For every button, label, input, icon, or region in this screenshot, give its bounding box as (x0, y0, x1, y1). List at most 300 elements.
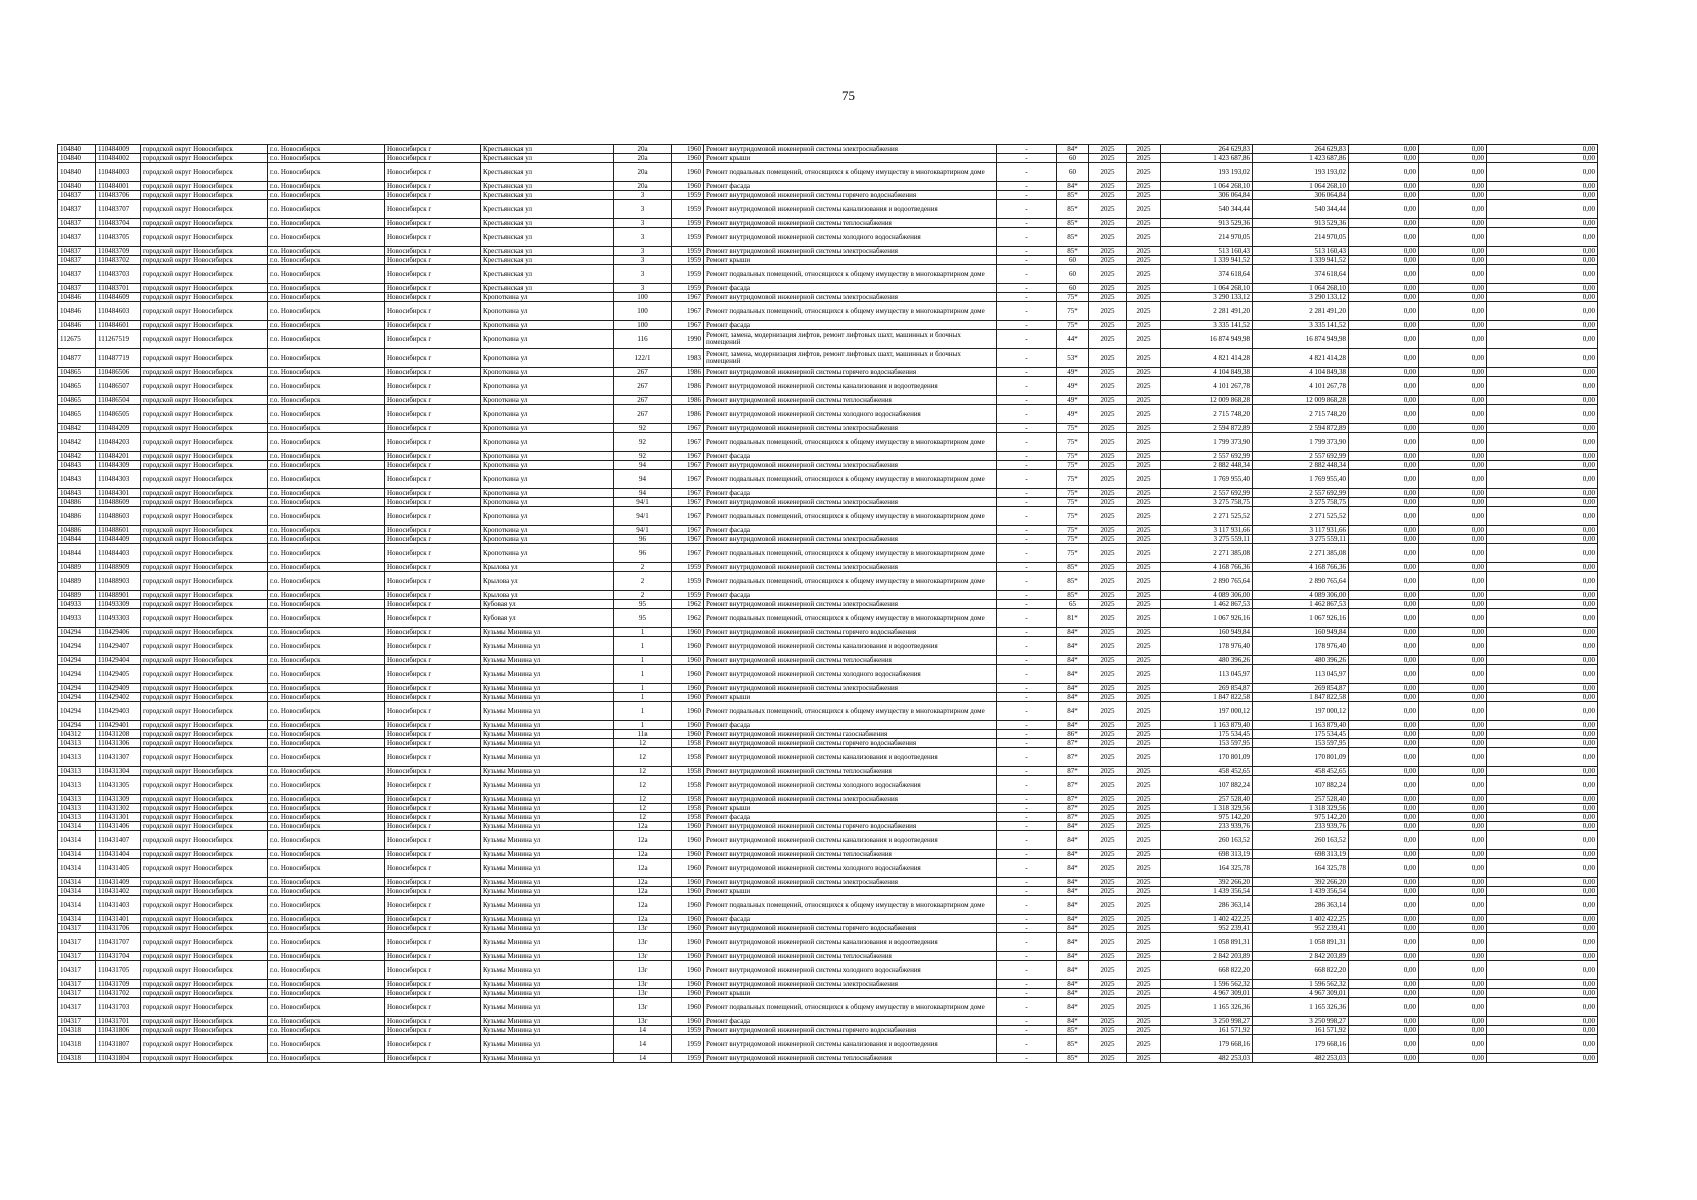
cell-budget-cost: 0,00 (1349, 952, 1419, 961)
cell-street: Крылова ул (481, 591, 614, 600)
cell-street: Кропоткина ул (481, 489, 614, 498)
cell-house-id: 104314 (58, 887, 96, 896)
cell-house-number: 20а (614, 145, 672, 154)
cell-work-type: Ремонт внутридомовой инженерной системы холодного водоснабжения (704, 665, 997, 684)
cell-start-year: 2025 (1089, 924, 1127, 933)
cell-total-cost: 3 290 133,12 (1161, 293, 1253, 302)
cell-subsidy-cost: 0,00 (1419, 247, 1487, 256)
cell-total-cost: 175 534,45 (1161, 730, 1253, 739)
cell-house-id: 104317 (58, 961, 96, 980)
cell-municipal-short: г.о. Новосибирск (268, 739, 385, 748)
cell-start-year: 2025 (1089, 489, 1127, 498)
cell-year-built: 1960 (672, 684, 704, 693)
cell-budget-cost: 0,00 (1349, 526, 1419, 535)
cell-locality: Новосибирск г (385, 470, 481, 489)
cell-end-year: 2025 (1127, 452, 1161, 461)
cell-end-year: 2025 (1127, 822, 1161, 831)
cell-municipality: городской округ Новосибирск (141, 182, 268, 191)
cell-total-cost: 214 970,05 (1161, 228, 1253, 247)
cell-work-type: Ремонт внутридомовой инженерной системы электроснабжения (704, 247, 997, 256)
cell-budget-cost: 0,00 (1349, 656, 1419, 665)
cell-dash-cell: - (997, 572, 1057, 591)
cell-year-built: 1958 (672, 795, 704, 804)
table-row (58, 933, 1598, 952)
cell-work-type: Ремонт внутридомовой инженерной системы канализования и водоотведения (704, 200, 997, 219)
cell-locality: Новосибирск г (385, 284, 481, 293)
cell-total-cost: 1 799 373,90 (1161, 433, 1253, 452)
cell-budget-cost: 0,00 (1349, 850, 1419, 859)
cell-year-built: 1960 (672, 637, 704, 656)
cell-subsidy-cost: 0,00 (1419, 748, 1487, 767)
cell-street: Кузьмы Минина ул (481, 961, 614, 980)
cell-wear-percent: 60 (1057, 284, 1089, 293)
cell-subsidy-cost: 0,00 (1419, 461, 1487, 470)
cell-budget-cost: 0,00 (1349, 804, 1419, 813)
table-row (58, 804, 1598, 813)
cell-municipality: городской округ Новосибирск (141, 405, 268, 424)
cell-total-cost: 161 571,92 (1161, 1026, 1253, 1035)
cell-wear-percent: 60 (1057, 154, 1089, 163)
cell-house-number: 12а (614, 859, 672, 878)
cell-year-built: 1960 (672, 887, 704, 896)
cell-fund-cost: 1 847 822,58 (1253, 693, 1349, 702)
cell-dash-cell: - (997, 526, 1057, 535)
cell-house-number: 92 (614, 452, 672, 461)
cell-municipality: городской округ Новосибирск (141, 247, 268, 256)
cell-start-year: 2025 (1089, 878, 1127, 887)
cell-budget-cost: 0,00 (1349, 859, 1419, 878)
cell-start-year: 2025 (1089, 498, 1127, 507)
cell-work-id: 110483706 (96, 191, 141, 200)
cell-house-id: 104294 (58, 628, 96, 637)
cell-work-type: Ремонт внутридомовой инженерной системы холодного водоснабжения (704, 228, 997, 247)
cell-house-number: 12 (614, 776, 672, 795)
cell-municipal-short: г.о. Новосибирск (268, 330, 385, 349)
cell-house-id: 104318 (58, 1026, 96, 1035)
cell-work-id: 110429409 (96, 684, 141, 693)
cell-wear-percent: 75* (1057, 321, 1089, 330)
cell-street: Кузьмы Минина ул (481, 1017, 614, 1026)
cell-start-year: 2025 (1089, 228, 1127, 247)
cell-total-cost: 1 165 326,36 (1161, 998, 1253, 1017)
cell-municipality: городской округ Новосибирск (141, 330, 268, 349)
cell-municipal-short: г.о. Новосибирск (268, 795, 385, 804)
cell-dash-cell: - (997, 349, 1057, 368)
cell-budget-cost: 0,00 (1349, 1017, 1419, 1026)
cell-street: Кропоткина ул (481, 452, 614, 461)
cell-budget-cost: 0,00 (1349, 507, 1419, 526)
cell-other-cost: 0,00 (1487, 572, 1598, 591)
cell-dash-cell: - (997, 1026, 1057, 1035)
cell-house-number: 12а (614, 896, 672, 915)
cell-other-cost: 0,00 (1487, 980, 1598, 989)
cell-street: Кузьмы Минина ул (481, 915, 614, 924)
cell-wear-percent: 85* (1057, 247, 1089, 256)
cell-municipality: городской округ Новосибирск (141, 702, 268, 721)
cell-dash-cell: - (997, 302, 1057, 321)
cell-municipal-short: г.о. Новосибирск (268, 256, 385, 265)
cell-work-id: 110486507 (96, 377, 141, 396)
table-row (58, 163, 1598, 182)
cell-municipal-short: г.о. Новосибирск (268, 563, 385, 572)
table-row (58, 405, 1598, 424)
cell-wear-percent: 84* (1057, 924, 1089, 933)
cell-fund-cost: 193 193,02 (1253, 163, 1349, 182)
cell-other-cost: 0,00 (1487, 265, 1598, 284)
cell-street: Кузьмы Минина ул (481, 859, 614, 878)
cell-work-type: Ремонт внутридомовой инженерной системы горячего водоснабжения (704, 822, 997, 831)
cell-house-id: 104314 (58, 859, 96, 878)
cell-locality: Новосибирск г (385, 850, 481, 859)
cell-wear-percent: 85* (1057, 572, 1089, 591)
cell-other-cost: 0,00 (1487, 182, 1598, 191)
cell-municipality: городской округ Новосибирск (141, 924, 268, 933)
cell-dash-cell: - (997, 721, 1057, 730)
cell-street: Кузьмы Минина ул (481, 896, 614, 915)
cell-municipality: городской округ Новосибирск (141, 609, 268, 628)
cell-municipality: городской округ Новосибирск (141, 831, 268, 850)
cell-locality: Новосибирск г (385, 859, 481, 878)
cell-dash-cell: - (997, 154, 1057, 163)
table-row (58, 748, 1598, 767)
cell-municipal-short: г.о. Новосибирск (268, 498, 385, 507)
cell-start-year: 2025 (1089, 600, 1127, 609)
cell-budget-cost: 0,00 (1349, 878, 1419, 887)
cell-year-built: 1959 (672, 219, 704, 228)
cell-wear-percent: 86* (1057, 730, 1089, 739)
cell-work-type: Ремонт фасада (704, 182, 997, 191)
cell-total-cost: 3 250 998,27 (1161, 1017, 1253, 1026)
cell-locality: Новосибирск г (385, 776, 481, 795)
cell-dash-cell: - (997, 952, 1057, 961)
cell-locality: Новосибирск г (385, 572, 481, 591)
cell-house-id: 104840 (58, 145, 96, 154)
cell-other-cost: 0,00 (1487, 200, 1598, 219)
cell-municipality: городской округ Новосибирск (141, 526, 268, 535)
cell-total-cost: 668 822,20 (1161, 961, 1253, 980)
cell-municipality: городской округ Новосибирск (141, 859, 268, 878)
cell-budget-cost: 0,00 (1349, 544, 1419, 563)
table-row (58, 684, 1598, 693)
table-row (58, 330, 1598, 349)
cell-other-cost: 0,00 (1487, 730, 1598, 739)
cell-subsidy-cost: 0,00 (1419, 804, 1487, 813)
cell-municipal-short: г.о. Новосибирск (268, 831, 385, 850)
cell-fund-cost: 1 318 329,56 (1253, 804, 1349, 813)
table-row (58, 915, 1598, 924)
cell-other-cost: 0,00 (1487, 424, 1598, 433)
cell-wear-percent: 84* (1057, 656, 1089, 665)
cell-house-number: 1 (614, 684, 672, 693)
cell-municipal-short: г.о. Новосибирск (268, 302, 385, 321)
cell-fund-cost: 458 452,65 (1253, 767, 1349, 776)
cell-municipality: городской округ Новосибирск (141, 452, 268, 461)
cell-street: Кузьмы Минина ул (481, 924, 614, 933)
cell-fund-cost: 3 290 133,12 (1253, 293, 1349, 302)
cell-budget-cost: 0,00 (1349, 609, 1419, 628)
cell-total-cost: 1 064 268,10 (1161, 182, 1253, 191)
cell-dash-cell: - (997, 924, 1057, 933)
cell-start-year: 2025 (1089, 767, 1127, 776)
cell-locality: Новосибирск г (385, 526, 481, 535)
cell-other-cost: 0,00 (1487, 284, 1598, 293)
cell-total-cost: 286 363,14 (1161, 896, 1253, 915)
cell-total-cost: 260 163,52 (1161, 831, 1253, 850)
cell-street: Кузьмы Минина ул (481, 665, 614, 684)
cell-work-type: Ремонт крыши (704, 256, 997, 265)
cell-budget-cost: 0,00 (1349, 247, 1419, 256)
cell-start-year: 2025 (1089, 247, 1127, 256)
cell-dash-cell: - (997, 822, 1057, 831)
cell-municipal-short: г.о. Новосибирск (268, 284, 385, 293)
cell-subsidy-cost: 0,00 (1419, 989, 1487, 998)
cell-fund-cost: 2 890 765,64 (1253, 572, 1349, 591)
cell-work-id: 110483705 (96, 228, 141, 247)
cell-start-year: 2025 (1089, 154, 1127, 163)
cell-municipal-short: г.о. Новосибирск (268, 730, 385, 739)
cell-year-built: 1960 (672, 182, 704, 191)
table-row (58, 600, 1598, 609)
cell-municipality: городской округ Новосибирск (141, 628, 268, 637)
cell-municipality: городской округ Новосибирск (141, 739, 268, 748)
cell-budget-cost: 0,00 (1349, 452, 1419, 461)
cell-total-cost: 2 594 872,89 (1161, 424, 1253, 433)
cell-total-cost: 2 557 692,99 (1161, 452, 1253, 461)
table-row (58, 924, 1598, 933)
cell-locality: Новосибирск г (385, 998, 481, 1017)
cell-budget-cost: 0,00 (1349, 721, 1419, 730)
cell-other-cost: 0,00 (1487, 154, 1598, 163)
cell-house-id: 104294 (58, 665, 96, 684)
cell-other-cost: 0,00 (1487, 684, 1598, 693)
cell-house-id: 104840 (58, 163, 96, 182)
cell-wear-percent: 49* (1057, 368, 1089, 377)
cell-budget-cost: 0,00 (1349, 535, 1419, 544)
cell-work-type: Ремонт внутридомовой инженерной системы электроснабжения (704, 795, 997, 804)
cell-year-built: 1959 (672, 1035, 704, 1054)
cell-other-cost: 0,00 (1487, 961, 1598, 980)
cell-end-year: 2025 (1127, 804, 1161, 813)
cell-municipality: городской округ Новосибирск (141, 795, 268, 804)
cell-work-id: 110431305 (96, 776, 141, 795)
cell-other-cost: 0,00 (1487, 776, 1598, 795)
cell-other-cost: 0,00 (1487, 831, 1598, 850)
cell-dash-cell: - (997, 256, 1057, 265)
cell-work-type: Ремонт внутридомовой инженерной системы канализования и водоотведения (704, 748, 997, 767)
cell-house-id: 104865 (58, 368, 96, 377)
cell-fund-cost: 2 271 385,08 (1253, 544, 1349, 563)
cell-total-cost: 913 529,36 (1161, 219, 1253, 228)
cell-work-type: Ремонт внутридомовой инженерной системы канализования и водоотведения (704, 933, 997, 952)
cell-end-year: 2025 (1127, 1026, 1161, 1035)
table-row (58, 702, 1598, 721)
cell-total-cost: 153 597,95 (1161, 739, 1253, 748)
cell-house-number: 3 (614, 247, 672, 256)
cell-other-cost: 0,00 (1487, 396, 1598, 405)
cell-street: Кропоткина ул (481, 330, 614, 349)
cell-year-built: 1960 (672, 628, 704, 637)
cell-work-id: 110431208 (96, 730, 141, 739)
cell-work-type: Ремонт, замена, модернизация лифтов, ремонт лифтовых шахт, машинных и блочных помещений (704, 330, 997, 349)
cell-year-built: 1990 (672, 330, 704, 349)
table-row (58, 526, 1598, 535)
cell-budget-cost: 0,00 (1349, 489, 1419, 498)
cell-house-id: 104317 (58, 924, 96, 933)
cell-wear-percent: 84* (1057, 887, 1089, 896)
cell-locality: Новосибирск г (385, 507, 481, 526)
cell-work-id: 110493303 (96, 609, 141, 628)
cell-fund-cost: 2 281 491,20 (1253, 302, 1349, 321)
cell-end-year: 2025 (1127, 1017, 1161, 1026)
cell-house-number: 94 (614, 461, 672, 470)
cell-work-type: Ремонт внутридомовой инженерной системы электроснабжения (704, 535, 997, 544)
cell-house-id: 104837 (58, 284, 96, 293)
cell-year-built: 1959 (672, 247, 704, 256)
cell-year-built: 1967 (672, 489, 704, 498)
cell-budget-cost: 0,00 (1349, 200, 1419, 219)
table-row (58, 1017, 1598, 1026)
cell-other-cost: 0,00 (1487, 822, 1598, 831)
cell-year-built: 1959 (672, 265, 704, 284)
cell-dash-cell: - (997, 507, 1057, 526)
cell-dash-cell: - (997, 998, 1057, 1017)
cell-municipal-short: г.о. Новосибирск (268, 813, 385, 822)
cell-locality: Новосибирск г (385, 433, 481, 452)
cell-end-year: 2025 (1127, 163, 1161, 182)
cell-end-year: 2025 (1127, 265, 1161, 284)
cell-start-year: 2025 (1089, 961, 1127, 980)
cell-house-id: 104317 (58, 980, 96, 989)
cell-house-number: 12 (614, 813, 672, 822)
cell-municipal-short: г.о. Новосибирск (268, 154, 385, 163)
cell-house-id: 104837 (58, 219, 96, 228)
table-row (58, 721, 1598, 730)
cell-dash-cell: - (997, 452, 1057, 461)
table-row (58, 182, 1598, 191)
cell-end-year: 2025 (1127, 665, 1161, 684)
cell-street: Кузьмы Минина ул (481, 822, 614, 831)
cell-subsidy-cost: 0,00 (1419, 145, 1487, 154)
cell-fund-cost: 170 801,09 (1253, 748, 1349, 767)
cell-wear-percent: 81* (1057, 609, 1089, 628)
cell-dash-cell: - (997, 739, 1057, 748)
cell-municipal-short: г.о. Новосибирск (268, 247, 385, 256)
cell-subsidy-cost: 0,00 (1419, 191, 1487, 200)
cell-subsidy-cost: 0,00 (1419, 933, 1487, 952)
cell-house-id: 104314 (58, 915, 96, 924)
cell-locality: Новосибирск г (385, 878, 481, 887)
cell-year-built: 1960 (672, 980, 704, 989)
table-body (58, 145, 1598, 1063)
cell-start-year: 2025 (1089, 739, 1127, 748)
cell-year-built: 1959 (672, 256, 704, 265)
cell-house-number: 20а (614, 182, 672, 191)
cell-end-year: 2025 (1127, 470, 1161, 489)
cell-municipal-short: г.о. Новосибирск (268, 470, 385, 489)
cell-work-id: 110487719 (96, 349, 141, 368)
cell-start-year: 2025 (1089, 998, 1127, 1017)
cell-budget-cost: 0,00 (1349, 368, 1419, 377)
cell-wear-percent: 84* (1057, 980, 1089, 989)
cell-dash-cell: - (997, 1054, 1057, 1063)
cell-other-cost: 0,00 (1487, 924, 1598, 933)
cell-street: Кузьмы Минина ул (481, 998, 614, 1017)
cell-house-id: 104843 (58, 470, 96, 489)
cell-start-year: 2025 (1089, 191, 1127, 200)
cell-budget-cost: 0,00 (1349, 961, 1419, 980)
cell-end-year: 2025 (1127, 980, 1161, 989)
cell-wear-percent: 84* (1057, 1017, 1089, 1026)
cell-house-number: 100 (614, 321, 672, 330)
cell-house-number: 94/1 (614, 498, 672, 507)
cell-subsidy-cost: 0,00 (1419, 656, 1487, 665)
cell-total-cost: 4 821 414,28 (1161, 349, 1253, 368)
cell-municipality: городской округ Новосибирск (141, 154, 268, 163)
cell-total-cost: 2 890 765,64 (1161, 572, 1253, 591)
cell-budget-cost: 0,00 (1349, 915, 1419, 924)
cell-subsidy-cost: 0,00 (1419, 526, 1487, 535)
cell-work-id: 110484309 (96, 461, 141, 470)
cell-start-year: 2025 (1089, 470, 1127, 489)
cell-wear-percent: 84* (1057, 952, 1089, 961)
cell-street: Кузьмы Минина ул (481, 980, 614, 989)
cell-total-cost: 458 452,65 (1161, 767, 1253, 776)
cell-total-cost: 540 344,44 (1161, 200, 1253, 219)
cell-other-cost: 0,00 (1487, 228, 1598, 247)
cell-other-cost: 0,00 (1487, 693, 1598, 702)
cell-work-id: 110483709 (96, 247, 141, 256)
cell-fund-cost: 3 117 931,66 (1253, 526, 1349, 535)
cell-municipal-short: г.о. Новосибирск (268, 776, 385, 795)
cell-municipality: городской округ Новосибирск (141, 498, 268, 507)
cell-fund-cost: 1 067 926,16 (1253, 609, 1349, 628)
cell-dash-cell: - (997, 915, 1057, 924)
table-row (58, 1035, 1598, 1054)
cell-total-cost: 306 064,84 (1161, 191, 1253, 200)
cell-locality: Новосибирск г (385, 656, 481, 665)
cell-municipal-short: г.о. Новосибирск (268, 1026, 385, 1035)
cell-municipal-short: г.о. Новосибирск (268, 933, 385, 952)
cell-dash-cell: - (997, 684, 1057, 693)
cell-wear-percent: 85* (1057, 1026, 1089, 1035)
cell-locality: Новосибирск г (385, 265, 481, 284)
cell-other-cost: 0,00 (1487, 859, 1598, 878)
cell-street: Крестьянская ул (481, 191, 614, 200)
cell-municipality: городской округ Новосибирск (141, 1054, 268, 1063)
cell-street: Крестьянская ул (481, 265, 614, 284)
cell-house-id: 104846 (58, 293, 96, 302)
cell-budget-cost: 0,00 (1349, 182, 1419, 191)
cell-house-number: 1 (614, 693, 672, 702)
cell-end-year: 2025 (1127, 526, 1161, 535)
cell-end-year: 2025 (1127, 247, 1161, 256)
cell-total-cost: 233 939,76 (1161, 822, 1253, 831)
cell-work-type: Ремонт внутридомовой инженерной системы электроснабжения (704, 980, 997, 989)
cell-wear-percent: 85* (1057, 1035, 1089, 1054)
cell-dash-cell: - (997, 637, 1057, 656)
cell-other-cost: 0,00 (1487, 256, 1598, 265)
cell-fund-cost: 374 618,64 (1253, 265, 1349, 284)
cell-dash-cell: - (997, 284, 1057, 293)
cell-start-year: 2025 (1089, 321, 1127, 330)
cell-work-id: 110431709 (96, 980, 141, 989)
cell-wear-percent: 49* (1057, 377, 1089, 396)
cell-other-cost: 0,00 (1487, 665, 1598, 684)
table-row (58, 535, 1598, 544)
cell-fund-cost: 153 597,95 (1253, 739, 1349, 748)
cell-start-year: 2025 (1089, 405, 1127, 424)
cell-subsidy-cost: 0,00 (1419, 1035, 1487, 1054)
